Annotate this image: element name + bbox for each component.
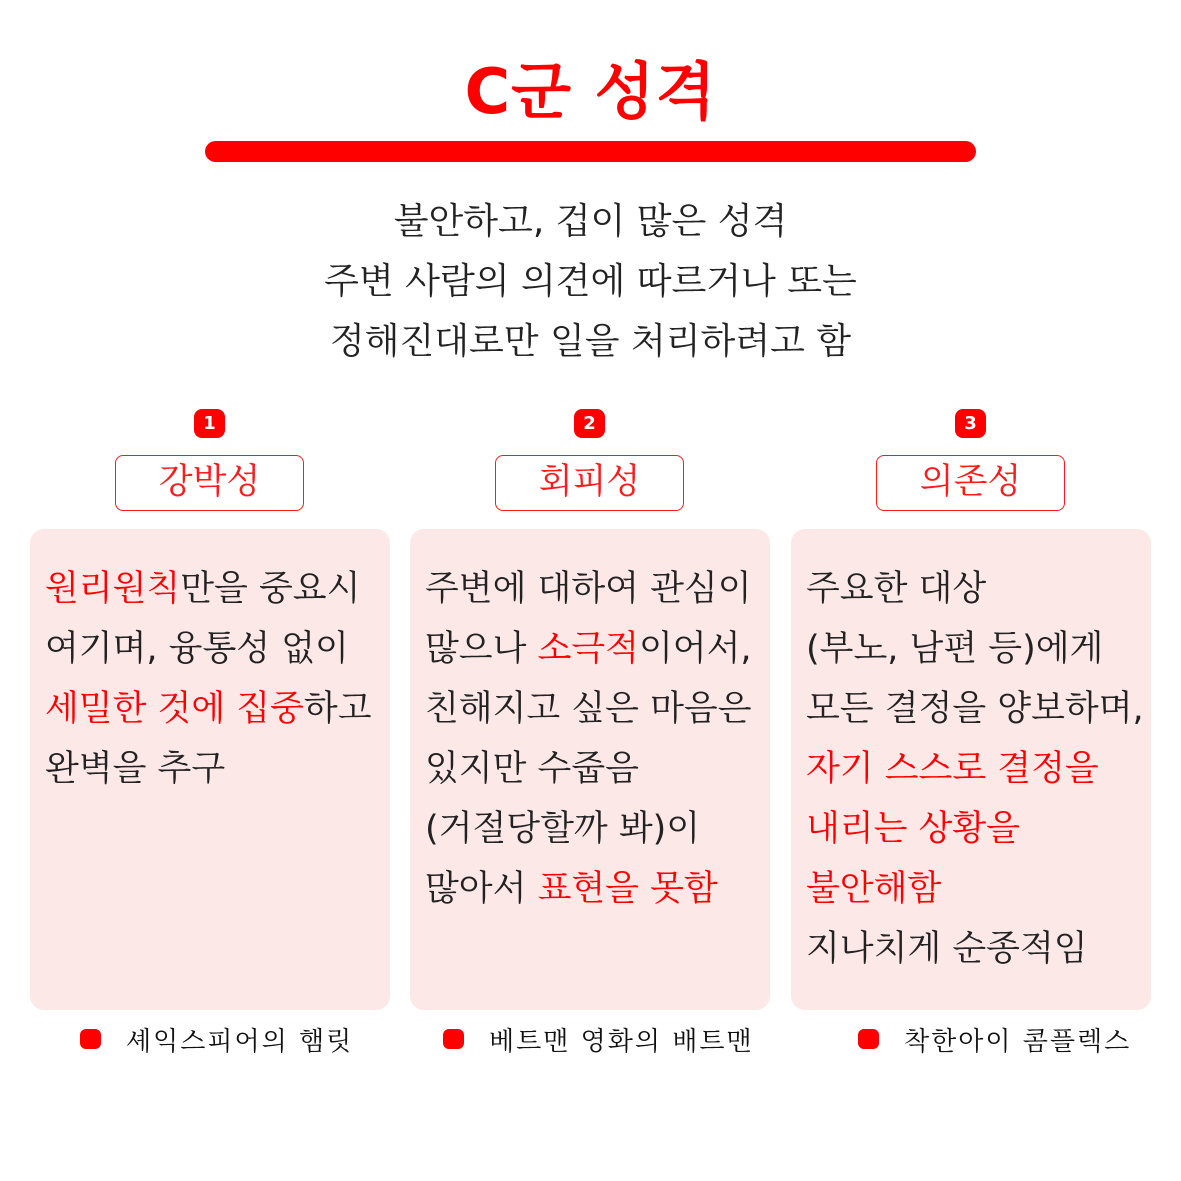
bullet-square-icon xyxy=(443,1029,464,1049)
highlight-text: 내리는 상황을 xyxy=(806,809,1020,849)
body-text: 하고 xyxy=(303,689,372,729)
body-text: 친해지고 싶은 마음은 xyxy=(425,689,752,729)
intro-line: 정해진대로만 일을 처리하려고 함 xyxy=(329,321,852,362)
page-title: C군 성격 xyxy=(464,55,717,128)
body-text: 만을 중요시 xyxy=(180,569,361,609)
card-text-line xyxy=(425,679,770,739)
card-text-line xyxy=(45,679,390,739)
footnote-text: 착한아이 콤플렉스 xyxy=(904,1026,1132,1057)
body-text: (거절당할까 봐)이 xyxy=(425,809,701,849)
body-text: 완벽을 추구 xyxy=(45,749,226,789)
body-text: 지나치게 순종적임 xyxy=(806,929,1088,969)
body-text: 있지만 수줍음 xyxy=(425,749,639,789)
column-avoidant xyxy=(410,0,770,1181)
number-badge: 3 xyxy=(955,409,986,438)
body-text: 많으나 xyxy=(425,629,538,669)
body-text: 주변에 대하여 관심이 xyxy=(425,569,752,609)
column-dependent xyxy=(791,0,1151,1181)
highlight-text: 불안해함 xyxy=(806,869,942,909)
body-text: 이어서, xyxy=(639,629,752,669)
column-obsessive xyxy=(30,0,390,1181)
intro-line: 주변 사람의 의견에 따르거나 또는 xyxy=(324,261,857,302)
card-text-line xyxy=(425,859,770,919)
footnote xyxy=(80,1019,353,1059)
body-text: 모든 결정을 양보하며, xyxy=(806,689,1144,729)
card-text-line xyxy=(806,919,1151,979)
highlight-text: 세밀한 것에 집중 xyxy=(45,689,304,729)
footnote xyxy=(858,1019,1131,1059)
number-badge: 1 xyxy=(194,409,225,438)
card-text-line xyxy=(425,619,770,679)
body-text: 주요한 대상 xyxy=(806,569,987,609)
body-text: (부노, 남편 등)에게 xyxy=(806,629,1104,669)
footnote-text: 베트맨 영화의 배트맨 xyxy=(489,1026,754,1057)
body-text: 여기며, 융통성 없이 xyxy=(45,629,349,669)
highlight-text: 자기 스스로 결정을 xyxy=(806,749,1099,789)
highlight-text: 소극적 xyxy=(537,629,639,669)
highlight-text: 표현을 못함 xyxy=(537,869,718,909)
card-text-line xyxy=(45,619,390,679)
body-text: 많아서 xyxy=(425,869,538,909)
bullet-square-icon xyxy=(80,1029,101,1049)
description-card xyxy=(410,529,770,1010)
card-text-line xyxy=(806,679,1151,739)
bullet-square-icon xyxy=(858,1029,879,1049)
category-label: 강박성 xyxy=(115,455,304,511)
footnote-text: 셰익스피어의 햄릿 xyxy=(126,1026,354,1057)
highlight-text: 원리원칙 xyxy=(45,569,181,609)
card-text-line xyxy=(45,739,390,799)
card-text-line xyxy=(45,559,390,619)
card-text-line xyxy=(806,739,1151,799)
footnote xyxy=(443,1019,754,1059)
intro-line: 불안하고, 겁이 많은 성격 xyxy=(393,201,788,242)
card-text-line xyxy=(425,559,770,619)
description-card xyxy=(791,529,1151,1010)
card-text-line xyxy=(806,799,1151,859)
card-text-line xyxy=(425,799,770,859)
category-label: 의존성 xyxy=(876,455,1065,511)
card-text-line xyxy=(425,739,770,799)
description-card xyxy=(30,529,390,1010)
card-text-line xyxy=(806,859,1151,919)
category-label: 회피성 xyxy=(495,455,684,511)
number-badge: 2 xyxy=(574,409,605,438)
card-text-line xyxy=(806,619,1151,679)
card-text-line xyxy=(806,559,1151,619)
